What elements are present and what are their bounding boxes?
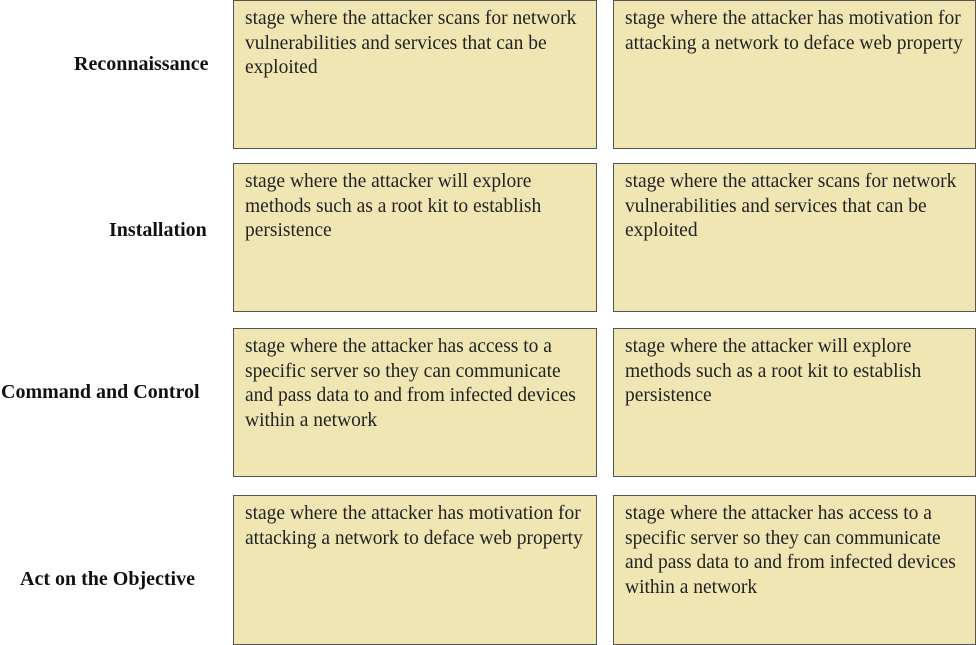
stage-label-act-on-the-objective: Act on the Objective: [20, 568, 195, 590]
answer-box-text: stage where the attacker will explore methods such as a root kit to establish persistence: [625, 336, 922, 406]
answer-box-text: stage where the attacker has access to a specific server so they can communicate and pass data to and from infected devices within a network: [245, 336, 576, 431]
answer-box-right[interactable]: [613, 328, 976, 477]
answer-box-right[interactable]: [613, 0, 976, 149]
answer-box-left[interactable]: [233, 163, 597, 312]
stage-label-reconnaissance: Reconnaissance: [74, 53, 209, 75]
answer-box-text: stage where the attacker has motivation for attacking a network to deface web property: [625, 8, 963, 54]
answer-box-left[interactable]: [233, 328, 597, 477]
answer-box-text: stage where the attacker will explore methods such as a root kit to establish persistence: [245, 171, 542, 241]
stage-label-command-and-control: Command and Control: [1, 381, 200, 403]
answer-box-text: stage where the attacker scans for network vulnerabilities and services that can be exploited: [245, 8, 577, 78]
answer-box-text: stage where the attacker has access to a specific server so they can communicate and pass data to and from infected devices within a network: [625, 503, 956, 598]
answer-box-text: stage where the attacker has motivation for attacking a network to deface web property: [245, 503, 583, 549]
answer-box-right[interactable]: [613, 163, 976, 312]
answer-box-left[interactable]: [233, 495, 597, 645]
answer-box-right[interactable]: [613, 495, 976, 645]
answer-box-left[interactable]: [233, 0, 597, 149]
stage-label-installation: Installation: [109, 219, 207, 241]
answer-box-text: stage where the attacker scans for network vulnerabilities and services that can be exploited: [625, 171, 957, 241]
